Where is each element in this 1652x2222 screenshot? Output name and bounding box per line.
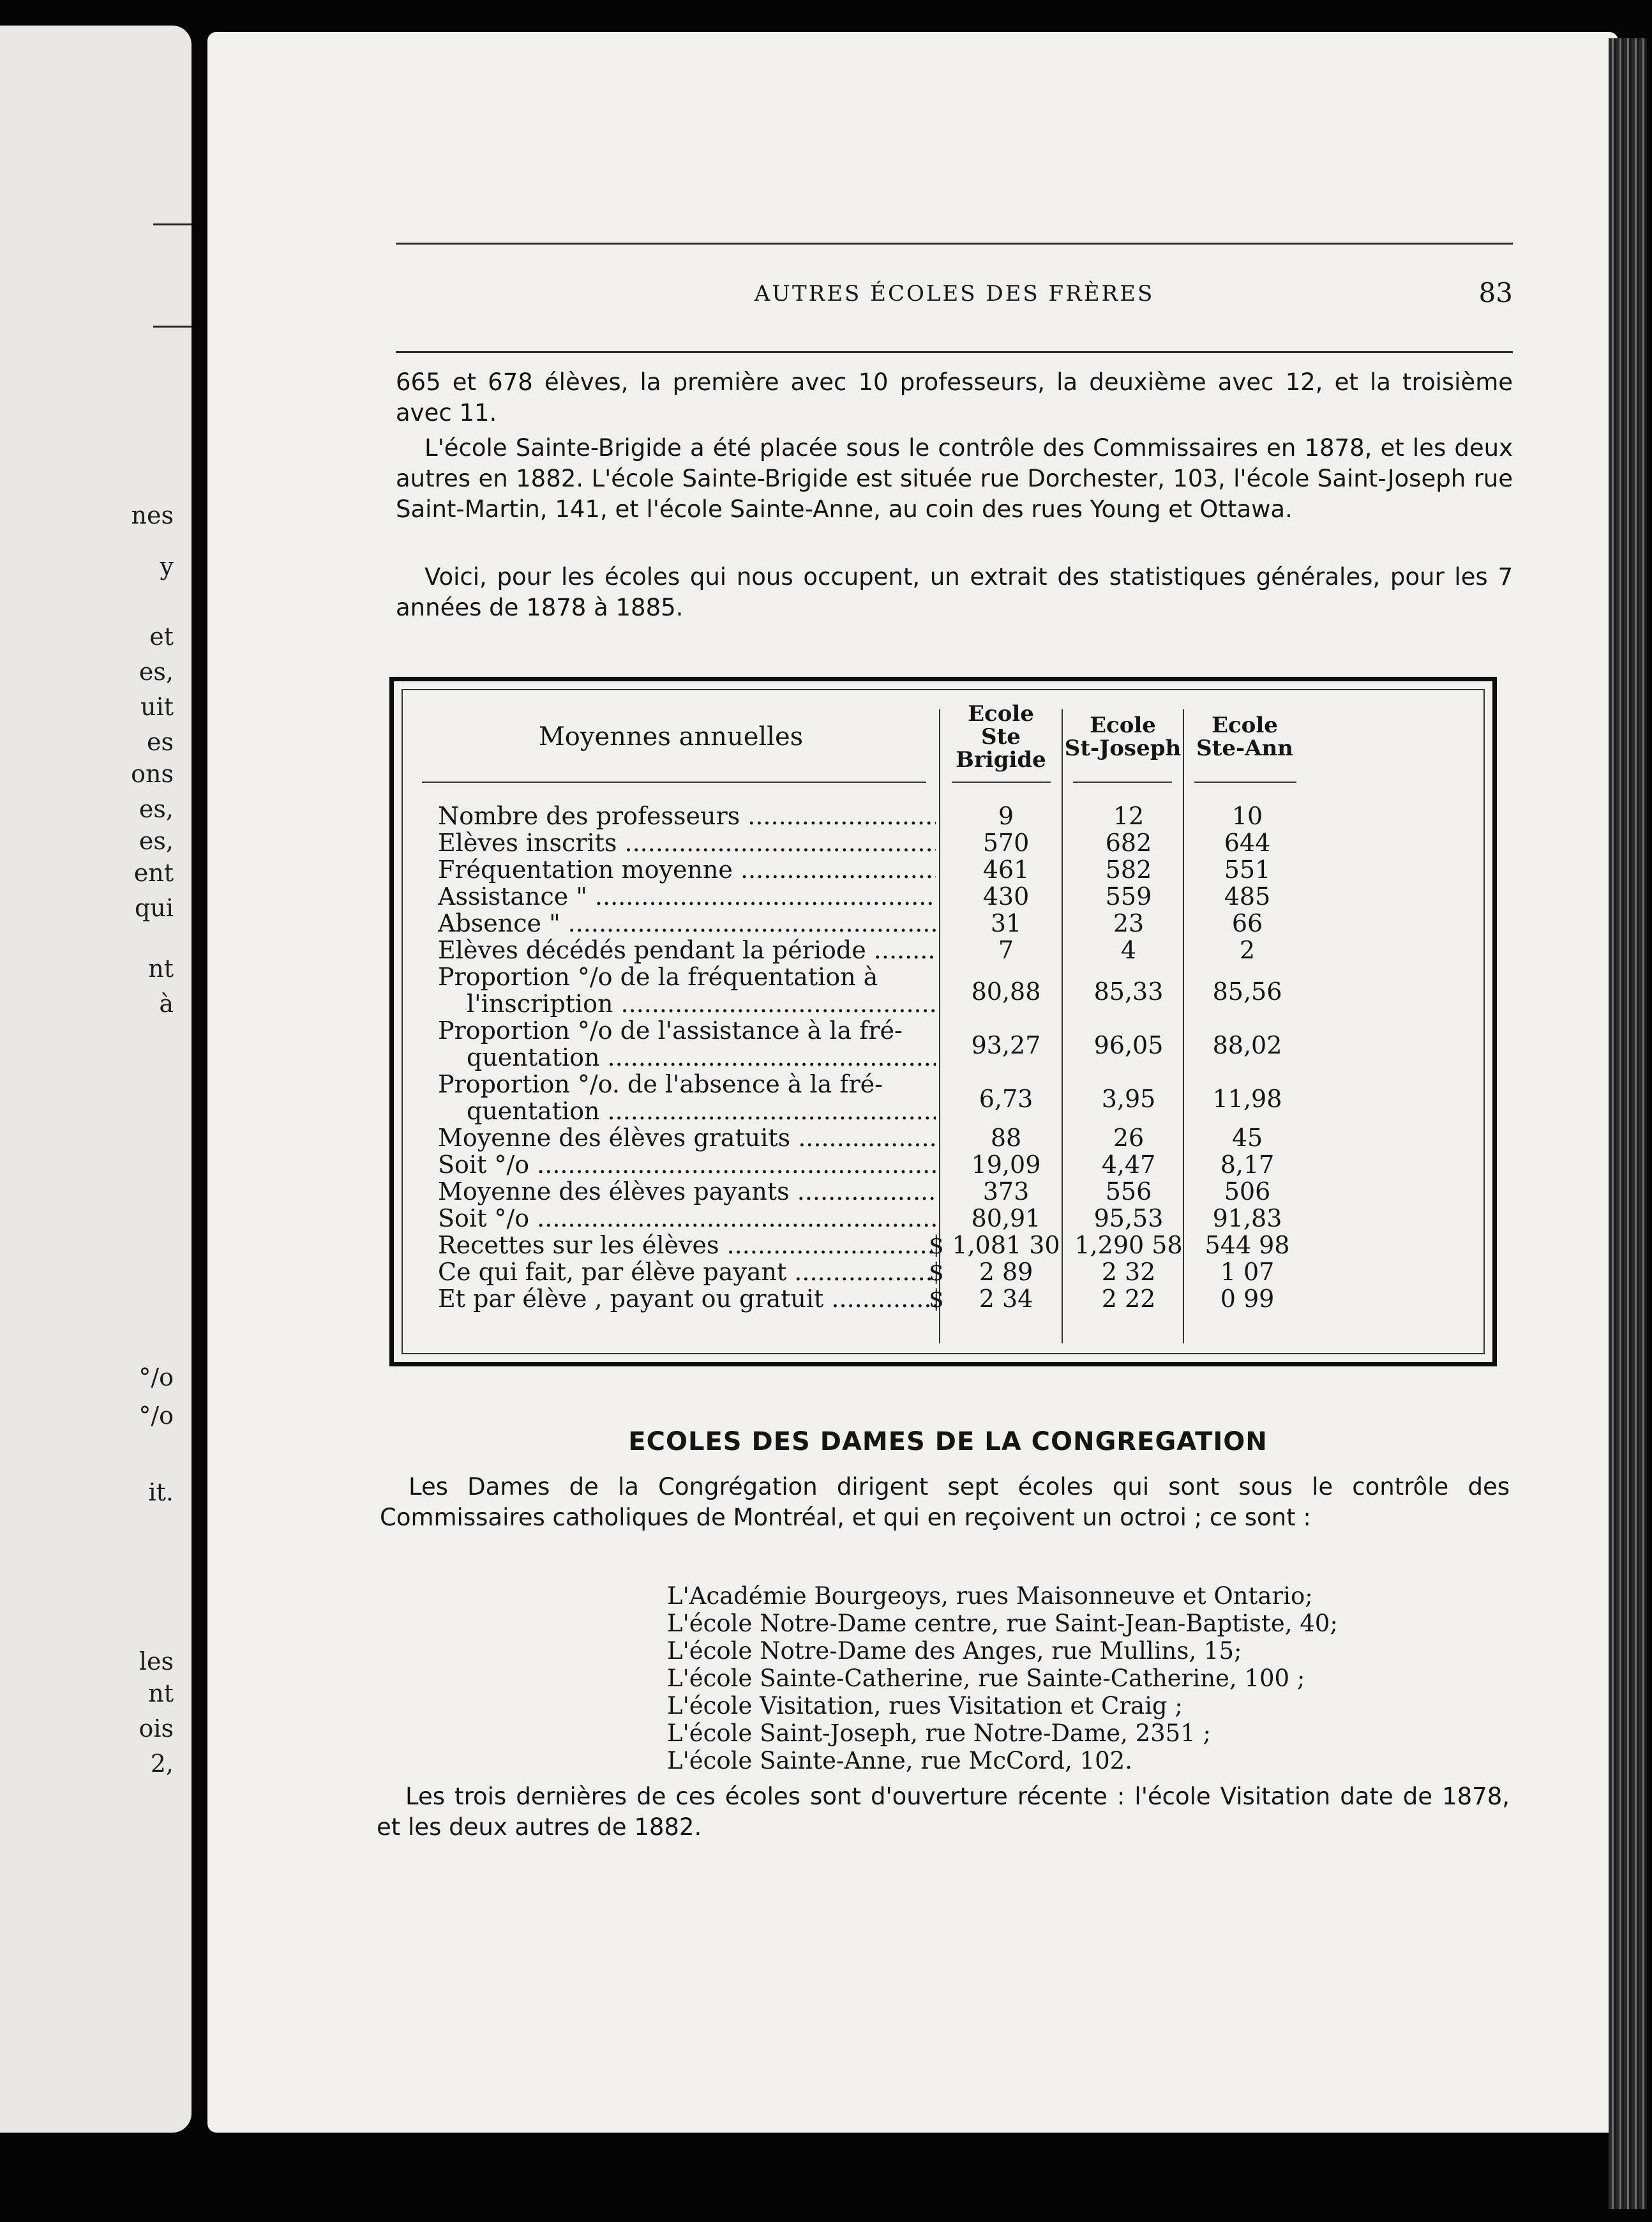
row-label-continuation bbox=[467, 1043, 936, 1071]
cell-value-col-3: 85,56 bbox=[1212, 978, 1282, 1006]
table-row bbox=[403, 909, 1483, 936]
section-title: ECOLES DES DAMES DE LA CONGREGATION bbox=[628, 1427, 1268, 1456]
cell-value-col-1: 80,91 bbox=[971, 1204, 1041, 1232]
row-label bbox=[438, 829, 936, 857]
facing-page-fragment: ons bbox=[131, 760, 174, 788]
table-header-col-3 bbox=[1184, 690, 1305, 783]
facing-page-fragment: 2, bbox=[150, 1750, 174, 1778]
row-label bbox=[438, 1177, 936, 1205]
cell-value-col-1: 2 89 bbox=[979, 1258, 1033, 1286]
school-list-item: L'Académie Bourgeoys, rues Maisonneuve et Ontario; bbox=[667, 1582, 1313, 1610]
cell-value-col-3: 2 bbox=[1239, 936, 1256, 964]
cell-value-col-3: 551 bbox=[1224, 856, 1271, 884]
row-label bbox=[438, 1070, 936, 1098]
table-header-col-2 bbox=[1063, 690, 1183, 783]
cell-value-col-3: 544 98 bbox=[1205, 1231, 1290, 1259]
facing-page-fragment: es, bbox=[139, 827, 174, 855]
currency-sign: $ bbox=[928, 1231, 944, 1259]
col-1-line-2: Ste Brigide bbox=[956, 723, 1046, 773]
row-label-text: Absence " bbox=[438, 909, 560, 937]
cell-value-col-3: 644 bbox=[1224, 829, 1271, 857]
header-underline bbox=[1194, 782, 1296, 783]
facing-page-fragment: es, bbox=[139, 658, 174, 686]
row-label bbox=[438, 1124, 936, 1152]
cell-value-col-3: 10 bbox=[1231, 802, 1263, 830]
cell-value-col-2: 559 bbox=[1105, 882, 1152, 911]
table-row bbox=[403, 1070, 1483, 1124]
col-2-line-2: St-Joseph bbox=[1064, 735, 1182, 761]
cell-value-col-2: 582 bbox=[1105, 856, 1152, 884]
table-header-label: Moyennes annuelles bbox=[538, 722, 804, 752]
cell-value-col-1: 7 bbox=[998, 936, 1014, 964]
cell-value-col-3: 0 99 bbox=[1220, 1285, 1275, 1313]
cell-value-col-2: 4 bbox=[1120, 936, 1137, 964]
row-label bbox=[438, 909, 936, 937]
facing-page-rule bbox=[153, 223, 191, 225]
facing-page-fragment: es, bbox=[139, 795, 174, 823]
row-label-text: Elèves inscrits bbox=[438, 829, 617, 857]
facing-page-fragment: °/o bbox=[139, 1363, 174, 1391]
row-label bbox=[438, 802, 936, 830]
row-label bbox=[438, 963, 936, 991]
dames-school-list bbox=[667, 1582, 1338, 1774]
row-label-text: Proportion °/o de la fréquentation à bbox=[438, 963, 878, 991]
cell-value-col-3: 45 bbox=[1231, 1124, 1263, 1152]
school-list-item: L'école Notre-Dame des Anges, rue Mullins, 15; bbox=[667, 1637, 1242, 1665]
facing-page-fragment: it. bbox=[148, 1478, 174, 1506]
cell-value-col-1: 373 bbox=[982, 1177, 1030, 1205]
row-label-text: Proportion °/o. de l'absence à la fré- bbox=[438, 1070, 883, 1098]
row-label-text: Recettes sur les élèves bbox=[438, 1231, 719, 1259]
row-label-text: Soit °/o bbox=[438, 1151, 530, 1179]
table-row bbox=[403, 856, 1483, 882]
row-label bbox=[438, 1151, 936, 1179]
table-row bbox=[403, 829, 1483, 856]
row-label bbox=[438, 856, 936, 884]
header-rule-top bbox=[396, 243, 1513, 245]
cell-value-col-2: 4,47 bbox=[1101, 1151, 1156, 1179]
row-label-text: Assistance " bbox=[438, 882, 587, 911]
running-head bbox=[396, 277, 1513, 319]
row-label-text: Et par élève , payant ou gratuit bbox=[438, 1285, 824, 1313]
cell-value-col-1: 9 bbox=[998, 802, 1014, 830]
facing-page-fragment: °/o bbox=[139, 1402, 174, 1430]
book-page bbox=[207, 32, 1618, 2133]
row-label bbox=[438, 1204, 936, 1232]
facing-page-fragment: nt bbox=[148, 1679, 174, 1707]
cell-value-col-2: 1,290 58 bbox=[1074, 1231, 1183, 1259]
table-row bbox=[403, 1285, 1483, 1311]
facing-page-fragment: à bbox=[159, 990, 174, 1018]
col-1-line-1: Ecole bbox=[968, 700, 1034, 727]
dames-intro-paragraph: Les Dames de la Congrégation dirigent sept écoles qui sont sous le contrôle des Commissaires catholiques de Montréal, et qui en reçoivent un octroi ; ce sont : bbox=[380, 1473, 1510, 1531]
cell-value-col-2: 556 bbox=[1105, 1177, 1152, 1205]
table-row bbox=[403, 802, 1483, 829]
cell-value-col-1: 570 bbox=[982, 829, 1030, 857]
cell-value-col-1: 430 bbox=[982, 882, 1030, 911]
row-label bbox=[438, 882, 936, 911]
col-3-line-1: Ecole bbox=[1212, 712, 1278, 738]
cell-value-col-3: 11,98 bbox=[1212, 1085, 1282, 1113]
header-underline bbox=[952, 782, 1051, 783]
facing-page-fragment: nt bbox=[148, 955, 174, 983]
table-header-col-1 bbox=[940, 690, 1062, 783]
row-label-continuation-text: quentation bbox=[467, 1097, 600, 1125]
table-row bbox=[403, 1204, 1483, 1231]
row-label bbox=[438, 1231, 936, 1259]
cell-value-col-3: 485 bbox=[1224, 882, 1271, 911]
table-row bbox=[403, 1231, 1483, 1258]
row-label-text: Proportion °/o de l'assistance à la fré- bbox=[438, 1017, 903, 1045]
table-row bbox=[403, 963, 1483, 1017]
cell-value-col-1: 88 bbox=[990, 1124, 1022, 1152]
cell-value-col-1: 31 bbox=[990, 909, 1022, 937]
cell-value-col-3: 66 bbox=[1231, 909, 1263, 937]
intro-paragraph: Voici, pour les écoles qui nous occupent, un extrait des statistiques générales, pour les 7 années de 1878 à 1885. bbox=[396, 563, 1513, 621]
row-label bbox=[438, 1285, 936, 1313]
currency-sign: $ bbox=[928, 1285, 944, 1313]
cell-value-col-2: 23 bbox=[1113, 909, 1145, 937]
school-list-item: L'école Notre-Dame centre, rue Saint-Jean-Baptiste, 40; bbox=[667, 1610, 1338, 1637]
facing-page-edge bbox=[0, 26, 191, 2133]
row-label-text: Moyenne des élèves gratuits bbox=[438, 1124, 791, 1152]
row-label-continuation-text: quentation bbox=[467, 1043, 600, 1071]
cell-value-col-3: 91,83 bbox=[1212, 1204, 1282, 1232]
intro-paragraph: L'école Sainte-Brigide a été placée sous le contrôle des Commissaires en 1878, et les deux autres en 1882. L'école Sainte-Brigide est située rue Dorchester, 103, l'école Saint-Joseph rue Saint-Martin, 141, et l'école Sainte-Anne, au coin des rues Young et Ottawa. bbox=[396, 434, 1513, 523]
cell-value-col-1: 80,88 bbox=[971, 978, 1041, 1006]
cell-value-col-2: 3,95 bbox=[1101, 1085, 1156, 1113]
page-number: 83 bbox=[1478, 277, 1513, 308]
header-underline bbox=[422, 782, 926, 783]
facing-page-fragment: qui bbox=[135, 894, 174, 922]
row-label-text: Nombre des professeurs bbox=[438, 802, 740, 830]
table-row bbox=[403, 1017, 1483, 1070]
cell-value-col-2: 85,33 bbox=[1093, 978, 1164, 1006]
facing-page-rule bbox=[153, 326, 191, 328]
cell-value-col-2: 2 32 bbox=[1101, 1258, 1156, 1286]
cell-value-col-2: 95,53 bbox=[1093, 1204, 1164, 1232]
table-row bbox=[403, 1258, 1483, 1285]
cell-value-col-1: 2 34 bbox=[979, 1285, 1033, 1313]
facing-page-fragment: les bbox=[139, 1647, 174, 1675]
cell-value-col-1: 6,73 bbox=[979, 1085, 1033, 1113]
table-row bbox=[403, 1124, 1483, 1151]
facing-page-fragment: ois bbox=[139, 1714, 174, 1742]
cell-value-col-3: 506 bbox=[1224, 1177, 1271, 1205]
row-label-continuation-text: l'inscription bbox=[467, 990, 613, 1018]
cell-value-col-3: 8,17 bbox=[1220, 1151, 1275, 1179]
school-list-item: L'école Visitation, rues Visitation et Craig ; bbox=[667, 1692, 1183, 1719]
row-label-text: Ce qui fait, par élève payant bbox=[438, 1258, 787, 1286]
facing-page-fragment: nes bbox=[131, 501, 174, 529]
row-label bbox=[438, 1258, 936, 1286]
school-list-item: L'école Saint-Joseph, rue Notre-Dame, 2351 ; bbox=[667, 1719, 1211, 1747]
cell-value-col-2: 682 bbox=[1105, 829, 1152, 857]
cell-value-col-1: 19,09 bbox=[971, 1151, 1041, 1179]
row-label-text: Fréquentation moyenne bbox=[438, 856, 733, 884]
row-label-text: Moyenne des élèves payants bbox=[438, 1177, 790, 1205]
cell-value-col-2: 2 22 bbox=[1101, 1285, 1156, 1313]
table-header-label-cell bbox=[403, 690, 939, 783]
header-underline bbox=[1073, 782, 1172, 783]
header-rule-bottom bbox=[396, 351, 1513, 353]
dames-closing-paragraph: Les trois dernières de ces écoles sont d'ouverture récente : l'école Visitation date de 1878, et les deux autres de 1882. bbox=[377, 1783, 1510, 1841]
row-label bbox=[438, 936, 936, 964]
row-label bbox=[438, 1017, 936, 1045]
running-title: AUTRES ÉCOLES DES FRÈRES bbox=[754, 281, 1155, 306]
col-2-line-1: Ecole bbox=[1090, 712, 1156, 738]
row-label-text: Elèves décédés pendant la période bbox=[438, 936, 866, 964]
facing-page-fragment: et bbox=[149, 623, 174, 651]
statistics-table-inner bbox=[402, 689, 1485, 1354]
row-label-text: Soit °/o bbox=[438, 1204, 530, 1232]
school-list-item: L'école Sainte-Anne, rue McCord, 102. bbox=[667, 1747, 1132, 1774]
row-label-continuation bbox=[467, 1097, 936, 1125]
page-stack-edge bbox=[1609, 38, 1647, 2209]
school-list-item: L'école Sainte-Catherine, rue Sainte-Catherine, 100 ; bbox=[667, 1665, 1305, 1692]
facing-page-fragment: ent bbox=[133, 859, 174, 887]
row-label-continuation bbox=[467, 990, 936, 1018]
cell-value-col-1: 1,081 30 bbox=[952, 1231, 1060, 1259]
facing-page-fragment: es bbox=[147, 728, 174, 756]
currency-sign: $ bbox=[928, 1258, 944, 1286]
cell-value-col-1: 93,27 bbox=[971, 1031, 1041, 1059]
intro-paragraph: 665 et 678 élèves, la première avec 10 professeurs, la deuxième avec 12, et la troisième avec 11. bbox=[396, 368, 1513, 427]
col-3-line-2: Ste-Ann bbox=[1196, 735, 1293, 761]
cell-value-col-2: 12 bbox=[1113, 802, 1145, 830]
table-row bbox=[403, 936, 1483, 963]
cell-value-col-2: 26 bbox=[1113, 1124, 1145, 1152]
table-row bbox=[403, 1177, 1483, 1204]
statistics-table bbox=[389, 677, 1497, 1366]
cell-value-col-1: 461 bbox=[982, 856, 1030, 884]
cell-value-col-3: 88,02 bbox=[1212, 1031, 1282, 1059]
table-row bbox=[403, 882, 1483, 909]
facing-page-fragment: y bbox=[160, 552, 174, 580]
table-row bbox=[403, 1151, 1483, 1177]
facing-page-fragment: uit bbox=[140, 693, 174, 721]
cell-value-col-3: 1 07 bbox=[1220, 1258, 1275, 1286]
cell-value-col-2: 96,05 bbox=[1093, 1031, 1164, 1059]
